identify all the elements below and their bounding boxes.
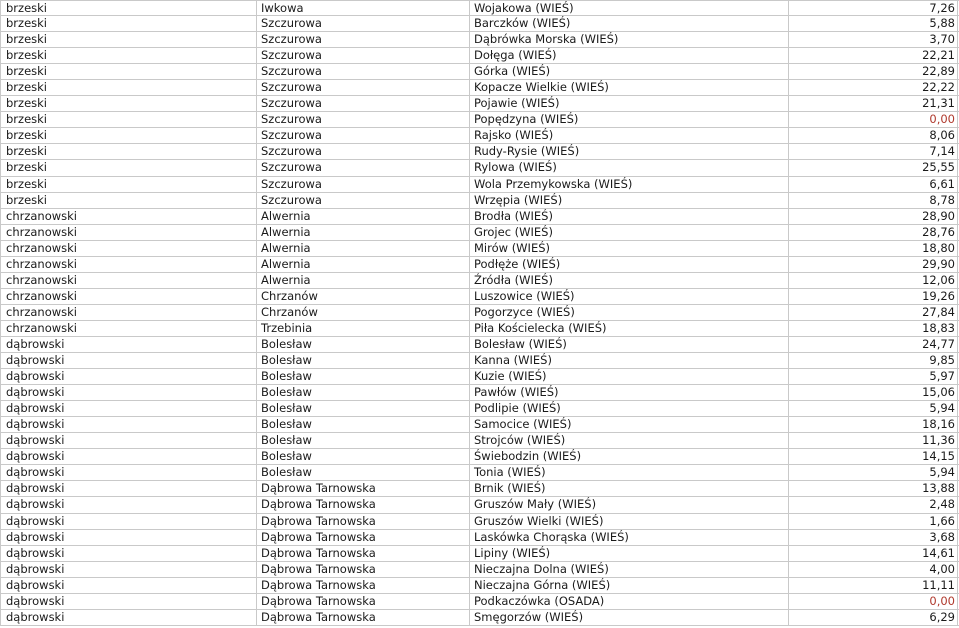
- table-row: [0, 369, 959, 385]
- table-row: [0, 225, 959, 241]
- table-row: [0, 144, 959, 160]
- table-row: [0, 257, 959, 273]
- county-cell[interactable]: dąbrowski: [0, 417, 256, 432]
- municipality-cell[interactable]: Szczurowa: [256, 48, 469, 63]
- table-row: [0, 594, 959, 610]
- locality-cell[interactable]: Luszowice (WIEŚ): [469, 289, 788, 304]
- municipality-cell[interactable]: Szczurowa: [256, 64, 469, 79]
- municipality-cell[interactable]: Dąbrowa Tarnowska: [256, 530, 469, 545]
- locality-cell[interactable]: Wola Przemykowska (WIEŚ): [469, 177, 788, 192]
- municipality-cell[interactable]: Alwernia: [256, 241, 469, 256]
- municipality-cell[interactable]: Szczurowa: [256, 177, 469, 192]
- locality-cell[interactable]: Pogorzyce (WIEŚ): [469, 305, 788, 320]
- locality-cell[interactable]: Brnik (WIEŚ): [469, 481, 788, 496]
- value-cell[interactable]: 18,16: [788, 417, 958, 432]
- county-cell[interactable]: chrzanowski: [0, 257, 256, 272]
- locality-cell[interactable]: Wojakowa (WIEŚ): [469, 1, 788, 15]
- locality-cell[interactable]: Piła Kościelecka (WIEŚ): [469, 321, 788, 336]
- municipality-cell[interactable]: Iwkowa: [256, 1, 469, 15]
- locality-cell[interactable]: Nieczajna Dolna (WIEŚ): [469, 562, 788, 577]
- county-cell[interactable]: chrzanowski: [0, 289, 256, 304]
- county-cell[interactable]: dąbrowski: [0, 369, 256, 384]
- value-cell[interactable]: 0,00: [788, 112, 958, 127]
- value-cell[interactable]: 5,94: [788, 401, 958, 416]
- locality-cell[interactable]: Brodła (WIEŚ): [469, 209, 788, 224]
- municipality-cell[interactable]: Bolesław: [256, 401, 469, 416]
- municipality-cell[interactable]: Alwernia: [256, 209, 469, 224]
- county-cell[interactable]: dąbrowski: [0, 610, 256, 625]
- county-cell[interactable]: chrzanowski: [0, 209, 256, 224]
- county-cell[interactable]: dąbrowski: [0, 481, 256, 496]
- value-cell[interactable]: 4,00: [788, 562, 958, 577]
- table-row: [0, 514, 959, 530]
- table-row: [0, 177, 959, 193]
- value-cell[interactable]: 29,90: [788, 257, 958, 272]
- county-cell[interactable]: dąbrowski: [0, 433, 256, 448]
- locality-cell[interactable]: Bolesław (WIEŚ): [469, 337, 788, 352]
- municipality-cell[interactable]: Szczurowa: [256, 128, 469, 143]
- value-cell[interactable]: 28,90: [788, 209, 958, 224]
- locality-cell[interactable]: Smęgorzów (WIEŚ): [469, 610, 788, 625]
- county-cell[interactable]: dąbrowski: [0, 385, 256, 400]
- value-cell[interactable]: 7,26: [788, 1, 958, 15]
- value-cell[interactable]: 11,36: [788, 433, 958, 448]
- table-row: [0, 96, 959, 112]
- locality-cell[interactable]: Rudy-Rysie (WIEŚ): [469, 144, 788, 159]
- locality-cell[interactable]: Popędzyna (WIEŚ): [469, 112, 788, 127]
- value-cell[interactable]: 22,89: [788, 64, 958, 79]
- locality-cell[interactable]: Strojców (WIEŚ): [469, 433, 788, 448]
- value-cell[interactable]: 27,84: [788, 305, 958, 320]
- municipality-cell[interactable]: Szczurowa: [256, 193, 469, 208]
- value-cell[interactable]: 8,78: [788, 193, 958, 208]
- county-cell[interactable]: brzeski: [0, 144, 256, 159]
- county-cell[interactable]: brzeski: [0, 48, 256, 63]
- table-row: [0, 64, 959, 80]
- county-cell[interactable]: brzeski: [0, 32, 256, 47]
- county-cell[interactable]: dąbrowski: [0, 530, 256, 545]
- value-cell[interactable]: 11,11: [788, 578, 958, 593]
- table-row: [0, 562, 959, 578]
- table-row: [0, 160, 959, 176]
- table-row: [0, 209, 959, 225]
- locality-cell[interactable]: Grojec (WIEŚ): [469, 225, 788, 240]
- county-cell[interactable]: chrzanowski: [0, 321, 256, 336]
- municipality-cell[interactable]: Bolesław: [256, 465, 469, 480]
- municipality-cell[interactable]: Dąbrowa Tarnowska: [256, 562, 469, 577]
- table-row: [0, 353, 959, 369]
- municipality-cell[interactable]: Trzebinia: [256, 321, 469, 336]
- municipality-cell[interactable]: Dąbrowa Tarnowska: [256, 610, 469, 625]
- county-cell[interactable]: brzeski: [0, 64, 256, 79]
- municipality-cell[interactable]: Alwernia: [256, 257, 469, 272]
- value-cell[interactable]: 14,15: [788, 449, 958, 464]
- locality-cell[interactable]: Tonia (WIEŚ): [469, 465, 788, 480]
- municipality-cell[interactable]: Bolesław: [256, 449, 469, 464]
- table-row: [0, 321, 959, 337]
- municipality-cell[interactable]: Dąbrowa Tarnowska: [256, 578, 469, 593]
- municipality-cell[interactable]: Szczurowa: [256, 112, 469, 127]
- table-row: [0, 337, 959, 353]
- municipality-cell[interactable]: Alwernia: [256, 225, 469, 240]
- municipality-cell[interactable]: Szczurowa: [256, 96, 469, 111]
- county-cell[interactable]: dąbrowski: [0, 401, 256, 416]
- table-row: [0, 112, 959, 128]
- locality-cell[interactable]: Pawłów (WIEŚ): [469, 385, 788, 400]
- value-cell[interactable]: 19,26: [788, 289, 958, 304]
- municipality-cell[interactable]: Bolesław: [256, 385, 469, 400]
- table-row: [0, 497, 959, 513]
- county-cell[interactable]: brzeski: [0, 193, 256, 208]
- value-cell[interactable]: 28,76: [788, 225, 958, 240]
- table-row: [0, 465, 959, 481]
- table-row: [0, 449, 959, 465]
- locality-cell[interactable]: Świebodzin (WIEŚ): [469, 449, 788, 464]
- municipality-cell[interactable]: Bolesław: [256, 417, 469, 432]
- county-cell[interactable]: dąbrowski: [0, 465, 256, 480]
- value-cell[interactable]: 21,31: [788, 96, 958, 111]
- municipality-cell[interactable]: Dąbrowa Tarnowska: [256, 594, 469, 609]
- value-cell[interactable]: 22,22: [788, 80, 958, 95]
- table-row: [0, 385, 959, 401]
- table-row: [0, 433, 959, 449]
- county-cell[interactable]: brzeski: [0, 128, 256, 143]
- locality-cell[interactable]: Podkaczówka (OSADA): [469, 594, 788, 609]
- locality-cell[interactable]: Podlipie (WIEŚ): [469, 401, 788, 416]
- value-cell[interactable]: 15,06: [788, 385, 958, 400]
- table-row: [0, 610, 959, 626]
- value-cell[interactable]: 3,70: [788, 32, 958, 47]
- locality-cell[interactable]: Nieczajna Górna (WIEŚ): [469, 578, 788, 593]
- municipality-cell[interactable]: Szczurowa: [256, 32, 469, 47]
- municipality-cell[interactable]: Szczurowa: [256, 16, 469, 31]
- locality-cell[interactable]: Rajsko (WIEŚ): [469, 128, 788, 143]
- value-cell[interactable]: 3,68: [788, 530, 958, 545]
- locality-cell[interactable]: Górka (WIEŚ): [469, 64, 788, 79]
- county-cell[interactable]: chrzanowski: [0, 225, 256, 240]
- table-row: [0, 481, 959, 497]
- county-cell[interactable]: brzeski: [0, 112, 256, 127]
- table-row: [0, 273, 959, 289]
- locality-cell[interactable]: Lipiny (WIEŚ): [469, 546, 788, 561]
- table-row: [0, 305, 959, 321]
- locality-cell[interactable]: Dołęga (WIEŚ): [469, 48, 788, 63]
- table-row: [0, 16, 959, 32]
- value-cell[interactable]: 0,00: [788, 594, 958, 609]
- county-cell[interactable]: dąbrowski: [0, 497, 256, 512]
- table-row: [0, 193, 959, 209]
- municipality-cell[interactable]: Bolesław: [256, 353, 469, 368]
- value-cell[interactable]: 22,21: [788, 48, 958, 63]
- county-cell[interactable]: dąbrowski: [0, 546, 256, 561]
- table-row: [0, 80, 959, 96]
- locality-cell[interactable]: Samocice (WIEŚ): [469, 417, 788, 432]
- county-cell[interactable]: dąbrowski: [0, 594, 256, 609]
- municipality-cell[interactable]: Chrzanów: [256, 289, 469, 304]
- municipality-cell[interactable]: Chrzanów: [256, 305, 469, 320]
- locality-cell[interactable]: Kuzie (WIEŚ): [469, 369, 788, 384]
- locality-cell[interactable]: Mirów (WIEŚ): [469, 241, 788, 256]
- county-cell[interactable]: dąbrowski: [0, 353, 256, 368]
- municipality-cell[interactable]: Dąbrowa Tarnowska: [256, 514, 469, 529]
- municipality-cell[interactable]: Dąbrowa Tarnowska: [256, 497, 469, 512]
- county-cell[interactable]: chrzanowski: [0, 241, 256, 256]
- municipality-cell[interactable]: Alwernia: [256, 273, 469, 288]
- value-cell[interactable]: 25,55: [788, 160, 958, 175]
- municipality-cell[interactable]: Dąbrowa Tarnowska: [256, 481, 469, 496]
- municipality-cell[interactable]: Szczurowa: [256, 80, 469, 95]
- value-cell[interactable]: 13,88: [788, 481, 958, 496]
- municipality-cell[interactable]: Bolesław: [256, 337, 469, 352]
- locality-cell[interactable]: Barczków (WIEŚ): [469, 16, 788, 31]
- value-cell[interactable]: 12,06: [788, 273, 958, 288]
- table-row: [0, 241, 959, 257]
- county-cell[interactable]: chrzanowski: [0, 273, 256, 288]
- municipality-cell[interactable]: Bolesław: [256, 369, 469, 384]
- county-cell[interactable]: brzeski: [0, 177, 256, 192]
- table-row: [0, 128, 959, 144]
- value-cell[interactable]: 6,29: [788, 610, 958, 625]
- locality-cell[interactable]: Laskówka Chorąska (WIEŚ): [469, 530, 788, 545]
- value-cell[interactable]: 14,61: [788, 546, 958, 561]
- locality-cell[interactable]: Kanna (WIEŚ): [469, 353, 788, 368]
- table-row: [0, 530, 959, 546]
- value-cell[interactable]: 5,94: [788, 465, 958, 480]
- county-cell[interactable]: brzeski: [0, 80, 256, 95]
- value-cell[interactable]: 5,88: [788, 16, 958, 31]
- value-cell[interactable]: 18,83: [788, 321, 958, 336]
- county-cell[interactable]: chrzanowski: [0, 305, 256, 320]
- locality-cell[interactable]: Pojawie (WIEŚ): [469, 96, 788, 111]
- county-cell[interactable]: brzeski: [0, 1, 256, 15]
- table-row: [0, 0, 959, 16]
- table-row: [0, 289, 959, 305]
- value-cell[interactable]: 1,66: [788, 514, 958, 529]
- municipality-cell[interactable]: Dąbrowa Tarnowska: [256, 546, 469, 561]
- locality-cell[interactable]: Gruszów Mały (WIEŚ): [469, 497, 788, 512]
- table-row: [0, 401, 959, 417]
- locality-cell[interactable]: Wrzępia (WIEŚ): [469, 193, 788, 208]
- value-cell[interactable]: 8,06: [788, 128, 958, 143]
- locality-cell[interactable]: Źródła (WIEŚ): [469, 273, 788, 288]
- locality-cell[interactable]: Dąbrówka Morska (WIEŚ): [469, 32, 788, 47]
- locality-cell[interactable]: Gruszów Wielki (WIEŚ): [469, 514, 788, 529]
- value-cell[interactable]: 24,77: [788, 337, 958, 352]
- county-cell[interactable]: brzeski: [0, 160, 256, 175]
- locality-cell[interactable]: Rylowa (WIEŚ): [469, 160, 788, 175]
- county-cell[interactable]: dąbrowski: [0, 578, 256, 593]
- county-cell[interactable]: dąbrowski: [0, 449, 256, 464]
- value-cell[interactable]: 5,97: [788, 369, 958, 384]
- table-row: [0, 578, 959, 594]
- value-cell[interactable]: 6,61: [788, 177, 958, 192]
- table-row: [0, 48, 959, 64]
- value-cell[interactable]: 9,85: [788, 353, 958, 368]
- table-row: [0, 32, 959, 48]
- county-cell[interactable]: dąbrowski: [0, 337, 256, 352]
- county-cell[interactable]: brzeski: [0, 96, 256, 111]
- county-cell[interactable]: brzeski: [0, 16, 256, 31]
- table-row: [0, 417, 959, 433]
- locality-cell[interactable]: Kopacze Wielkie (WIEŚ): [469, 80, 788, 95]
- table-row: [0, 546, 959, 562]
- municipality-cell[interactable]: Szczurowa: [256, 160, 469, 175]
- value-cell[interactable]: 2,48: [788, 497, 958, 512]
- locality-cell[interactable]: Podłęże (WIEŚ): [469, 257, 788, 272]
- municipality-cell[interactable]: Szczurowa: [256, 144, 469, 159]
- municipality-cell[interactable]: Bolesław: [256, 433, 469, 448]
- value-cell[interactable]: 7,14: [788, 144, 958, 159]
- county-cell[interactable]: dąbrowski: [0, 562, 256, 577]
- county-cell[interactable]: dąbrowski: [0, 514, 256, 529]
- value-cell[interactable]: 18,80: [788, 241, 958, 256]
